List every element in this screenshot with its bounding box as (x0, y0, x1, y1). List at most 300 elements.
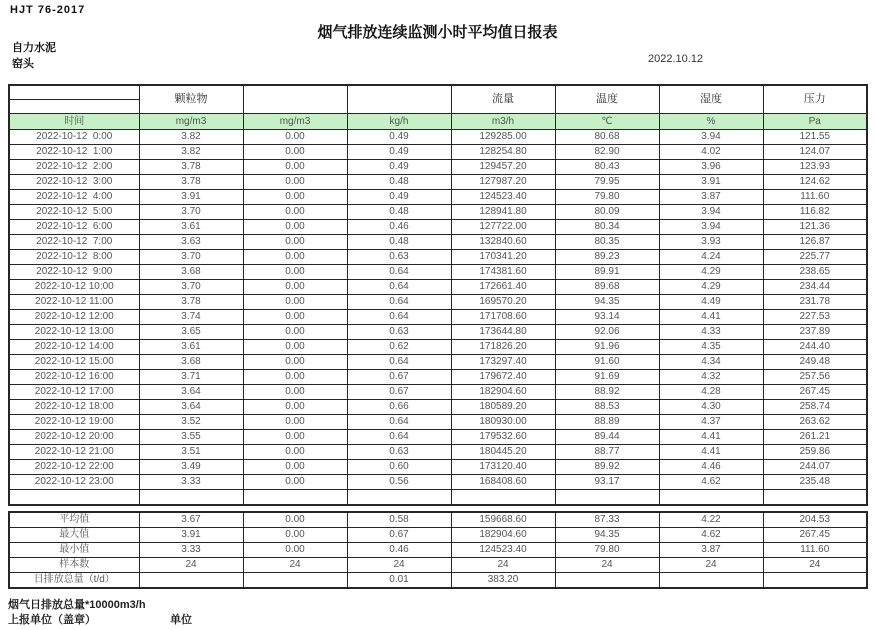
summary-value-cell: 0.00 (243, 543, 347, 558)
value-cell: 0.56 (347, 475, 451, 490)
value-cell: 259.86 (763, 445, 867, 460)
value-cell: 173644.80 (451, 325, 555, 340)
value-cell: 0.60 (347, 460, 451, 475)
value-cell: 3.51 (139, 445, 243, 460)
value-cell: 4.41 (659, 310, 763, 325)
value-cell: 3.96 (659, 160, 763, 175)
value-cell: 123.93 (763, 160, 867, 175)
value-cell: 4.34 (659, 355, 763, 370)
value-cell: 3.78 (139, 295, 243, 310)
value-cell: 4.30 (659, 400, 763, 415)
time-cell: 2022-10-12 3:00 (9, 175, 139, 190)
value-cell: 116.82 (763, 205, 867, 220)
value-cell: 257.56 (763, 370, 867, 385)
time-cell: 2022-10-12 17:00 (9, 385, 139, 400)
value-cell: 180589.20 (451, 400, 555, 415)
value-cell: 3.65 (139, 325, 243, 340)
value-cell: 3.55 (139, 430, 243, 445)
unit-header-row (9, 114, 867, 130)
value-cell: 4.24 (659, 250, 763, 265)
value-cell: 127987.20 (451, 175, 555, 190)
time-cell: 2022-10-12 8:00 (9, 250, 139, 265)
time-cell: 2022-10-12 16:00 (9, 370, 139, 385)
value-cell: 3.87 (659, 190, 763, 205)
value-cell: 0.00 (243, 295, 347, 310)
value-cell: 80.68 (555, 130, 659, 145)
value-cell: 0.00 (243, 430, 347, 445)
value-cell: 3.82 (139, 145, 243, 160)
value-cell: 89.44 (555, 430, 659, 445)
table-row (9, 385, 867, 400)
value-cell: 124.07 (763, 145, 867, 160)
value-cell: 0.00 (243, 370, 347, 385)
table-row (9, 445, 867, 460)
value-cell: 4.28 (659, 385, 763, 400)
column-header-blank (347, 85, 451, 114)
table-row (9, 415, 867, 430)
empty-cell (555, 490, 659, 506)
summary-value-cell: 0.00 (243, 512, 347, 528)
table-row (9, 558, 867, 573)
value-cell: 0.00 (243, 355, 347, 370)
summary-value-cell: 3.67 (139, 512, 243, 528)
summary-value-cell: 24 (763, 558, 867, 573)
value-cell: 4.33 (659, 325, 763, 340)
value-cell: 3.49 (139, 460, 243, 475)
value-cell: 169570.20 (451, 295, 555, 310)
summary-label-cell: 平均值 (9, 512, 139, 528)
summary-value-cell: 24 (139, 558, 243, 573)
time-cell: 2022-10-12 0:00 (9, 130, 139, 145)
column-header-temperature: 温度 (555, 85, 659, 114)
value-cell: 3.74 (139, 310, 243, 325)
value-cell: 0.49 (347, 190, 451, 205)
value-cell: 237.89 (763, 325, 867, 340)
value-cell: 121.55 (763, 130, 867, 145)
summary-value-cell: 87.33 (555, 512, 659, 528)
value-cell: 3.70 (139, 205, 243, 220)
time-cell: 2022-10-12 20:00 (9, 430, 139, 445)
value-cell: 0.64 (347, 265, 451, 280)
table-row (9, 265, 867, 280)
data-row-group (9, 130, 867, 490)
value-cell: 4.46 (659, 460, 763, 475)
value-cell: 244.40 (763, 340, 867, 355)
value-cell: 0.00 (243, 475, 347, 490)
table-row (9, 475, 867, 490)
value-cell: 0.00 (243, 340, 347, 355)
value-cell: 0.64 (347, 430, 451, 445)
time-cell: 2022-10-12 5:00 (9, 205, 139, 220)
value-cell: 0.62 (347, 340, 451, 355)
summary-value-cell: 24 (347, 558, 451, 573)
value-cell: 4.41 (659, 445, 763, 460)
table-row (9, 355, 867, 370)
empty-cell (243, 490, 347, 506)
report-date: 2022.10.12 (648, 53, 704, 65)
value-cell: 0.64 (347, 310, 451, 325)
table-row (9, 512, 867, 528)
value-cell: 244.07 (763, 460, 867, 475)
value-cell: 92.06 (555, 325, 659, 340)
value-cell: 0.00 (243, 220, 347, 235)
table-row (9, 430, 867, 445)
table-row (9, 340, 867, 355)
value-cell: 94.35 (555, 295, 659, 310)
value-cell: 93.17 (555, 475, 659, 490)
unit-cell: mg/m3 (139, 114, 243, 130)
value-cell: 0.00 (243, 160, 347, 175)
value-cell: 179532.60 (451, 430, 555, 445)
value-cell: 3.61 (139, 340, 243, 355)
reporting-unit-label: 上报单位（盖章） (8, 614, 96, 626)
table-row (9, 130, 867, 145)
summary-value-cell: 159668.60 (451, 512, 555, 528)
value-cell: 79.95 (555, 175, 659, 190)
value-cell: 128941.80 (451, 205, 555, 220)
value-cell: 173120.40 (451, 460, 555, 475)
summary-value-cell (243, 573, 347, 589)
value-cell: 3.68 (139, 355, 243, 370)
unit-cell: mg/m3 (243, 114, 347, 130)
value-cell: 171708.60 (451, 310, 555, 325)
value-cell: 0.00 (243, 235, 347, 250)
value-cell: 0.64 (347, 295, 451, 310)
value-cell: 4.35 (659, 340, 763, 355)
summary-value-cell: 3.87 (659, 543, 763, 558)
value-cell: 0.63 (347, 325, 451, 340)
table-row (9, 310, 867, 325)
summary-value-cell (555, 573, 659, 589)
summary-label-cell: 样本数 (9, 558, 139, 573)
footer-note: 烟气日排放总量*10000m3/h (8, 599, 146, 611)
empty-cell (763, 490, 867, 506)
value-cell: 0.48 (347, 235, 451, 250)
time-cell: 2022-10-12 9:00 (9, 265, 139, 280)
value-cell: 3.91 (659, 175, 763, 190)
value-cell: 88.89 (555, 415, 659, 430)
value-cell: 0.00 (243, 325, 347, 340)
column-header-humidity: 湿度 (659, 85, 763, 114)
value-cell: 4.49 (659, 295, 763, 310)
table-row (9, 543, 867, 558)
summary-label-cell: 日排放总量（t/d） (9, 573, 139, 589)
table-row (9, 235, 867, 250)
value-cell: 267.45 (763, 385, 867, 400)
time-cell: 2022-10-12 12:00 (9, 310, 139, 325)
spacer-row-group (9, 490, 867, 506)
value-cell: 231.78 (763, 295, 867, 310)
time-cell: 2022-10-12 21:00 (9, 445, 139, 460)
summary-row-group (9, 512, 867, 588)
value-cell: 0.66 (347, 400, 451, 415)
value-cell: 3.94 (659, 205, 763, 220)
summary-value-cell: 182904.60 (451, 528, 555, 543)
value-cell: 4.37 (659, 415, 763, 430)
summary-value-cell: 383.20 (451, 573, 555, 589)
value-cell: 3.63 (139, 235, 243, 250)
column-header-blank (243, 85, 347, 114)
value-cell: 121.36 (763, 220, 867, 235)
summary-value-cell: 204.53 (763, 512, 867, 528)
column-header-flow: 流量 (451, 85, 555, 114)
empty-cell (139, 490, 243, 506)
value-cell: 3.93 (659, 235, 763, 250)
unit-cell: ℃ (555, 114, 659, 130)
summary-value-cell: 24 (451, 558, 555, 573)
value-cell: 0.00 (243, 385, 347, 400)
empty-row (9, 490, 867, 506)
summary-value-cell: 3.91 (139, 528, 243, 543)
value-cell: 3.64 (139, 400, 243, 415)
value-cell: 0.00 (243, 205, 347, 220)
unit-cell: kg/h (347, 114, 451, 130)
value-cell: 263.62 (763, 415, 867, 430)
value-cell: 91.60 (555, 355, 659, 370)
header-blank-cell (9, 85, 139, 100)
value-cell: 3.68 (139, 265, 243, 280)
value-cell: 93.14 (555, 310, 659, 325)
table-row (9, 528, 867, 543)
unit-cell: m3/h (451, 114, 555, 130)
summary-value-cell (763, 573, 867, 589)
summary-label-cell: 最大值 (9, 528, 139, 543)
value-cell: 0.48 (347, 175, 451, 190)
value-cell: 0.64 (347, 415, 451, 430)
time-cell: 2022-10-12 15:00 (9, 355, 139, 370)
value-cell: 88.92 (555, 385, 659, 400)
hourly-data-table (8, 84, 868, 506)
value-cell: 174381.60 (451, 265, 555, 280)
table-row (9, 160, 867, 175)
empty-cell (451, 490, 555, 506)
unit-cell: Pa (763, 114, 867, 130)
summary-value-cell: 0.58 (347, 512, 451, 528)
value-cell: 4.29 (659, 265, 763, 280)
value-cell: 4.62 (659, 475, 763, 490)
summary-value-cell: 94.35 (555, 528, 659, 543)
value-cell: 180930.00 (451, 415, 555, 430)
value-cell: 126.87 (763, 235, 867, 250)
empty-cell (347, 490, 451, 506)
summary-value-cell: 4.62 (659, 528, 763, 543)
value-cell: 180445.20 (451, 445, 555, 460)
value-cell: 0.64 (347, 280, 451, 295)
value-cell: 4.29 (659, 280, 763, 295)
value-cell: 173297.40 (451, 355, 555, 370)
value-cell: 170341.20 (451, 250, 555, 265)
summary-value-cell: 79.80 (555, 543, 659, 558)
summary-value-cell: 24 (659, 558, 763, 573)
value-cell: 0.00 (243, 175, 347, 190)
value-cell: 0.00 (243, 190, 347, 205)
table-row (9, 175, 867, 190)
time-cell: 2022-10-12 1:00 (9, 145, 139, 160)
time-cell: 2022-10-12 13:00 (9, 325, 139, 340)
unit-label: 单位 (170, 614, 192, 626)
value-cell: 82.90 (555, 145, 659, 160)
summary-table (8, 511, 868, 589)
value-cell: 235.48 (763, 475, 867, 490)
value-cell: 3.78 (139, 175, 243, 190)
value-cell: 80.34 (555, 220, 659, 235)
value-cell: 3.64 (139, 385, 243, 400)
value-cell: 89.91 (555, 265, 659, 280)
value-cell: 0.00 (243, 250, 347, 265)
time-cell: 2022-10-12 14:00 (9, 340, 139, 355)
value-cell: 4.32 (659, 370, 763, 385)
value-cell: 88.53 (555, 400, 659, 415)
time-cell: 2022-10-12 19:00 (9, 415, 139, 430)
table-row (9, 145, 867, 160)
value-cell: 0.00 (243, 130, 347, 145)
value-cell: 249.48 (763, 355, 867, 370)
table-row (9, 325, 867, 340)
value-cell: 3.71 (139, 370, 243, 385)
summary-value-cell: 124523.40 (451, 543, 555, 558)
value-cell: 88.77 (555, 445, 659, 460)
summary-value-cell: 24 (243, 558, 347, 573)
time-cell: 2022-10-12 11:00 (9, 295, 139, 310)
value-cell: 89.68 (555, 280, 659, 295)
value-cell: 4.02 (659, 145, 763, 160)
time-cell: 2022-10-12 4:00 (9, 190, 139, 205)
value-cell: 0.00 (243, 145, 347, 160)
value-cell: 3.61 (139, 220, 243, 235)
value-cell: 238.65 (763, 265, 867, 280)
value-cell: 3.94 (659, 220, 763, 235)
value-cell: 4.41 (659, 430, 763, 445)
time-cell: 2022-10-12 7:00 (9, 235, 139, 250)
table-row (9, 295, 867, 310)
value-cell: 111.60 (763, 190, 867, 205)
value-cell: 80.43 (555, 160, 659, 175)
value-cell: 179672.40 (451, 370, 555, 385)
value-cell: 0.00 (243, 445, 347, 460)
table-row (9, 400, 867, 415)
value-cell: 3.91 (139, 190, 243, 205)
summary-value-cell (659, 573, 763, 589)
summary-value-cell (139, 573, 243, 589)
summary-label-cell: 最小值 (9, 543, 139, 558)
summary-value-cell: 0.00 (243, 528, 347, 543)
summary-value-cell: 0.67 (347, 528, 451, 543)
value-cell: 3.52 (139, 415, 243, 430)
report-title: 烟气排放连续监测小时平均值日报表 (317, 24, 558, 41)
value-cell: 3.70 (139, 280, 243, 295)
value-cell: 0.00 (243, 460, 347, 475)
time-cell: 2022-10-12 22:00 (9, 460, 139, 475)
column-header-pressure: 压力 (763, 85, 867, 114)
value-cell: 89.92 (555, 460, 659, 475)
empty-cell (9, 490, 139, 506)
time-cell: 2022-10-12 6:00 (9, 220, 139, 235)
table-row (9, 205, 867, 220)
standard-code: HJT 76-2017 (10, 4, 86, 16)
value-cell: 129457.20 (451, 160, 555, 175)
empty-cell (659, 490, 763, 506)
group-header-row (9, 85, 867, 100)
value-cell: 258.74 (763, 400, 867, 415)
table-row (9, 460, 867, 475)
value-cell: 3.70 (139, 250, 243, 265)
value-cell: 80.35 (555, 235, 659, 250)
value-cell: 0.64 (347, 355, 451, 370)
value-cell: 234.44 (763, 280, 867, 295)
value-cell: 0.00 (243, 310, 347, 325)
value-cell: 261.21 (763, 430, 867, 445)
header-blank-cell (9, 100, 139, 114)
value-cell: 89.23 (555, 250, 659, 265)
unit-cell: % (659, 114, 763, 130)
value-cell: 0.67 (347, 385, 451, 400)
table-row (9, 190, 867, 205)
value-cell: 168408.60 (451, 475, 555, 490)
value-cell: 79.80 (555, 190, 659, 205)
value-cell: 80.09 (555, 205, 659, 220)
time-cell: 2022-10-12 2:00 (9, 160, 139, 175)
value-cell: 0.63 (347, 250, 451, 265)
value-cell: 0.46 (347, 220, 451, 235)
column-header-particulate: 颗粒物 (139, 85, 243, 114)
summary-value-cell: 0.01 (347, 573, 451, 589)
value-cell: 0.00 (243, 280, 347, 295)
time-cell: 2022-10-12 10:00 (9, 280, 139, 295)
value-cell: 182904.60 (451, 385, 555, 400)
value-cell: 0.49 (347, 130, 451, 145)
table-row (9, 250, 867, 265)
value-cell: 124523.40 (451, 190, 555, 205)
value-cell: 0.00 (243, 265, 347, 280)
value-cell: 3.33 (139, 475, 243, 490)
time-cell: 2022-10-12 23:00 (9, 475, 139, 490)
table-row (9, 370, 867, 385)
value-cell: 3.94 (659, 130, 763, 145)
summary-value-cell: 3.33 (139, 543, 243, 558)
value-cell: 172661.40 (451, 280, 555, 295)
value-cell: 0.00 (243, 415, 347, 430)
value-cell: 91.96 (555, 340, 659, 355)
monitor-location: 窑头 (12, 58, 34, 70)
company-name: 自力水泥 (12, 42, 56, 54)
summary-value-cell: 0.46 (347, 543, 451, 558)
summary-value-cell: 4.22 (659, 512, 763, 528)
value-cell: 0.49 (347, 160, 451, 175)
table-row (9, 220, 867, 235)
value-cell: 129285.00 (451, 130, 555, 145)
table-row (9, 573, 867, 589)
value-cell: 128254.80 (451, 145, 555, 160)
value-cell: 91.69 (555, 370, 659, 385)
value-cell: 227.53 (763, 310, 867, 325)
time-column-header: 时间 (9, 114, 139, 130)
time-cell: 2022-10-12 18:00 (9, 400, 139, 415)
summary-value-cell: 111.60 (763, 543, 867, 558)
summary-value-cell: 267.45 (763, 528, 867, 543)
value-cell: 225.77 (763, 250, 867, 265)
value-cell: 127722.00 (451, 220, 555, 235)
value-cell: 0.48 (347, 205, 451, 220)
value-cell: 0.67 (347, 370, 451, 385)
value-cell: 132840.60 (451, 235, 555, 250)
value-cell: 0.00 (243, 400, 347, 415)
summary-value-cell: 24 (555, 558, 659, 573)
value-cell: 3.78 (139, 160, 243, 175)
value-cell: 171826.20 (451, 340, 555, 355)
value-cell: 0.49 (347, 145, 451, 160)
value-cell: 0.63 (347, 445, 451, 460)
value-cell: 3.82 (139, 130, 243, 145)
